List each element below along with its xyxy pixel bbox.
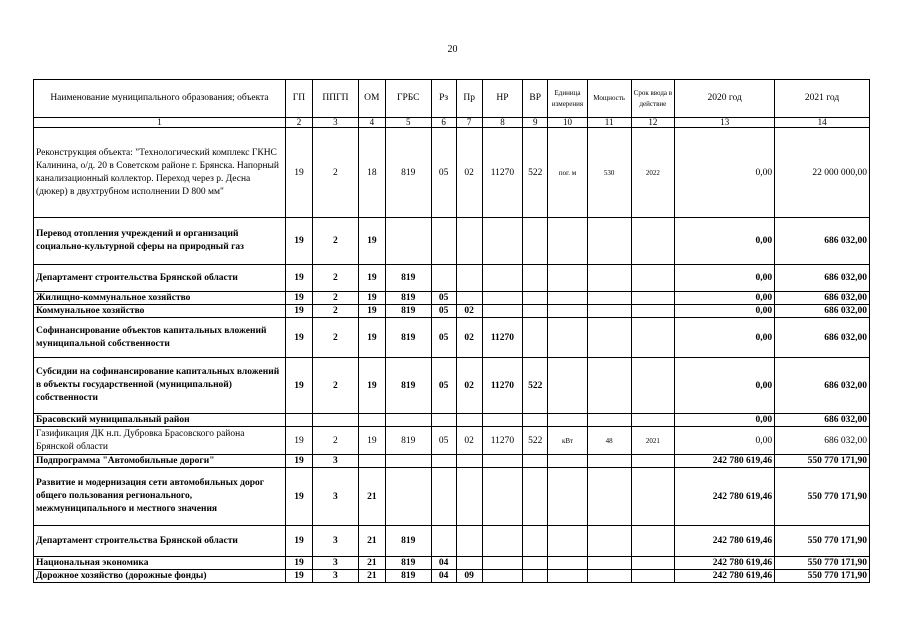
cell-vr — [523, 218, 548, 265]
cell-gp: 19 — [285, 526, 312, 557]
cell-vr — [523, 292, 548, 305]
table-row — [34, 318, 870, 358]
cell-2021: 686 032,00 — [775, 358, 870, 414]
cell-rz: 05 — [431, 427, 456, 455]
cell-vr — [523, 414, 548, 427]
cell-nr — [482, 526, 523, 557]
cell-power — [587, 292, 631, 305]
row-name: Софинансирование объектов капитальных вложений муниципальной собственности — [34, 318, 286, 358]
column-number: 1 — [34, 118, 286, 128]
cell-ppgp: 3 — [313, 557, 359, 570]
cell-grbs — [385, 455, 431, 468]
cell-power — [587, 526, 631, 557]
column-number: 14 — [775, 118, 870, 128]
table-row — [34, 455, 870, 468]
cell-2020: 0,00 — [675, 427, 775, 455]
cell-rz — [431, 455, 456, 468]
page-number: 20 — [447, 44, 458, 55]
column-number: 6 — [431, 118, 456, 128]
cell-ppgp: 2 — [313, 427, 359, 455]
cell-unit: пог. м — [548, 128, 588, 218]
cell-2021: 550 770 171,90 — [775, 557, 870, 570]
cell-2021: 686 032,00 — [775, 305, 870, 318]
cell-2020: 0,00 — [675, 218, 775, 265]
column-number: 10 — [548, 118, 588, 128]
cell-power — [587, 318, 631, 358]
cell-term — [631, 414, 675, 427]
row-name: Развитие и модернизация сети автомобильных дорог общего пользования регионального, межмуниципального и местного значения — [34, 468, 286, 526]
cell-term — [631, 358, 675, 414]
cell-nr — [482, 455, 523, 468]
cell-om: 19 — [358, 318, 385, 358]
cell-unit — [548, 318, 588, 358]
cell-ppgp: 2 — [313, 305, 359, 318]
cell-rz: 05 — [431, 318, 456, 358]
table-row — [34, 128, 870, 218]
cell-2020: 242 780 619,46 — [675, 526, 775, 557]
header-unit: Единица измерения — [548, 80, 588, 118]
cell-gp: 19 — [285, 570, 312, 583]
cell-vr — [523, 570, 548, 583]
cell-2021: 686 032,00 — [775, 292, 870, 305]
cell-2020: 242 780 619,46 — [675, 468, 775, 526]
cell-rz — [431, 468, 456, 526]
cell-power: 530 — [587, 128, 631, 218]
cell-rz — [431, 265, 456, 292]
cell-power — [587, 455, 631, 468]
header-pr: Пр — [456, 80, 482, 118]
column-number-row — [34, 118, 870, 128]
cell-gp — [285, 414, 312, 427]
cell-2020: 0,00 — [675, 358, 775, 414]
cell-power — [587, 218, 631, 265]
cell-2020: 0,00 — [675, 128, 775, 218]
row-name: Департамент строительства Брянской области — [34, 526, 286, 557]
cell-term — [631, 526, 675, 557]
cell-2021: 686 032,00 — [775, 218, 870, 265]
column-number: 9 — [523, 118, 548, 128]
column-number: 7 — [456, 118, 482, 128]
cell-vr — [523, 318, 548, 358]
row-name: Брасовский муниципальный район — [34, 414, 286, 427]
cell-rz — [431, 414, 456, 427]
cell-term — [631, 318, 675, 358]
cell-pr — [456, 218, 482, 265]
cell-rz: 05 — [431, 358, 456, 414]
cell-grbs: 819 — [385, 358, 431, 414]
cell-power — [587, 358, 631, 414]
cell-pr — [456, 414, 482, 427]
table-row — [34, 570, 870, 583]
cell-om: 21 — [358, 526, 385, 557]
cell-unit — [548, 557, 588, 570]
cell-grbs — [385, 468, 431, 526]
cell-term — [631, 292, 675, 305]
cell-term — [631, 218, 675, 265]
cell-term — [631, 455, 675, 468]
cell-power — [587, 305, 631, 318]
cell-term — [631, 265, 675, 292]
cell-pr: 02 — [456, 427, 482, 455]
table-row — [34, 218, 870, 265]
column-number: 5 — [385, 118, 431, 128]
cell-unit: кВт — [548, 427, 588, 455]
cell-2021: 686 032,00 — [775, 414, 870, 427]
cell-gp: 19 — [285, 318, 312, 358]
cell-gp: 19 — [285, 305, 312, 318]
table-row — [34, 265, 870, 292]
cell-nr — [482, 468, 523, 526]
cell-gp: 19 — [285, 358, 312, 414]
cell-unit — [548, 455, 588, 468]
cell-gp: 19 — [285, 427, 312, 455]
cell-nr — [482, 218, 523, 265]
cell-unit — [548, 292, 588, 305]
cell-vr — [523, 265, 548, 292]
cell-unit — [548, 358, 588, 414]
column-number: 4 — [358, 118, 385, 128]
cell-gp: 19 — [285, 557, 312, 570]
cell-power — [587, 265, 631, 292]
cell-vr — [523, 557, 548, 570]
cell-pr — [456, 265, 482, 292]
cell-grbs: 819 — [385, 427, 431, 455]
cell-2021: 550 770 171,90 — [775, 455, 870, 468]
cell-vr: 522 — [523, 427, 548, 455]
cell-ppgp: 2 — [313, 358, 359, 414]
cell-gp: 19 — [285, 265, 312, 292]
cell-pr: 02 — [456, 318, 482, 358]
header-gp: ГП — [285, 80, 312, 118]
cell-term — [631, 468, 675, 526]
cell-term: 2021 — [631, 427, 675, 455]
row-name: Перевод отопления учреждений и организаций социально-культурной сферы на природный газ — [34, 218, 286, 265]
cell-ppgp: 3 — [313, 570, 359, 583]
header-om: ОМ — [358, 80, 385, 118]
cell-grbs: 819 — [385, 305, 431, 318]
column-number: 12 — [631, 118, 675, 128]
cell-nr: 11270 — [482, 427, 523, 455]
row-name: Подпрограмма "Автомобильные дороги" — [34, 455, 286, 468]
column-number: 8 — [482, 118, 523, 128]
cell-vr — [523, 305, 548, 318]
column-number: 11 — [587, 118, 631, 128]
cell-ppgp: 3 — [313, 526, 359, 557]
cell-grbs: 819 — [385, 570, 431, 583]
column-number: 2 — [285, 118, 312, 128]
cell-2021: 686 032,00 — [775, 427, 870, 455]
cell-om: 21 — [358, 468, 385, 526]
cell-power — [587, 414, 631, 427]
cell-nr — [482, 414, 523, 427]
cell-gp: 19 — [285, 292, 312, 305]
cell-unit — [548, 526, 588, 557]
cell-rz — [431, 526, 456, 557]
column-number: 3 — [313, 118, 359, 128]
table-row — [34, 358, 870, 414]
table-row — [34, 468, 870, 526]
cell-om: 19 — [358, 292, 385, 305]
cell-rz: 05 — [431, 292, 456, 305]
cell-ppgp — [313, 414, 359, 427]
cell-power — [587, 468, 631, 526]
cell-rz: 05 — [431, 305, 456, 318]
cell-grbs: 819 — [385, 265, 431, 292]
cell-nr — [482, 265, 523, 292]
cell-unit — [548, 570, 588, 583]
header-name: Наименование муниципального образования; объекта — [34, 80, 286, 118]
cell-om: 21 — [358, 557, 385, 570]
cell-unit — [548, 305, 588, 318]
cell-ppgp: 2 — [313, 218, 359, 265]
cell-grbs: 819 — [385, 526, 431, 557]
cell-ppgp: 2 — [313, 128, 359, 218]
cell-2020: 0,00 — [675, 292, 775, 305]
cell-nr — [482, 305, 523, 318]
row-name: Газификация ДК н.п. Дубровка Брасовского района Брянской области — [34, 427, 286, 455]
cell-ppgp: 2 — [313, 265, 359, 292]
cell-nr — [482, 557, 523, 570]
cell-2020: 0,00 — [675, 414, 775, 427]
row-name: Жилищно-коммунальное хозяйство — [34, 292, 286, 305]
cell-pr: 02 — [456, 305, 482, 318]
cell-ppgp: 3 — [313, 455, 359, 468]
cell-pr — [456, 468, 482, 526]
cell-ppgp: 2 — [313, 292, 359, 305]
cell-nr — [482, 570, 523, 583]
column-number: 13 — [675, 118, 775, 128]
cell-ppgp: 3 — [313, 468, 359, 526]
cell-nr — [482, 292, 523, 305]
cell-vr: 522 — [523, 358, 548, 414]
cell-2020: 242 780 619,46 — [675, 455, 775, 468]
row-name: Департамент строительства Брянской области — [34, 265, 286, 292]
cell-nr: 11270 — [482, 358, 523, 414]
cell-pr — [456, 292, 482, 305]
cell-vr — [523, 455, 548, 468]
cell-pr — [456, 557, 482, 570]
cell-ppgp: 2 — [313, 318, 359, 358]
cell-2020: 242 780 619,46 — [675, 570, 775, 583]
cell-unit — [548, 265, 588, 292]
cell-pr — [456, 455, 482, 468]
cell-grbs: 819 — [385, 292, 431, 305]
row-name: Национальная экономика — [34, 557, 286, 570]
table-row — [34, 292, 870, 305]
header-2020: 2020 год — [675, 80, 775, 118]
cell-unit — [548, 218, 588, 265]
cell-om: 19 — [358, 218, 385, 265]
cell-rz — [431, 218, 456, 265]
cell-grbs — [385, 218, 431, 265]
cell-2021: 686 032,00 — [775, 265, 870, 292]
cell-2021: 550 770 171,90 — [775, 570, 870, 583]
cell-unit — [548, 468, 588, 526]
cell-2021: 686 032,00 — [775, 318, 870, 358]
cell-term — [631, 305, 675, 318]
cell-2021: 550 770 171,90 — [775, 526, 870, 557]
cell-unit — [548, 414, 588, 427]
header-ppgp: ППГП — [313, 80, 359, 118]
cell-2020: 0,00 — [675, 305, 775, 318]
table-row — [34, 557, 870, 570]
cell-om: 19 — [358, 305, 385, 318]
row-name: Реконструкция объекта: "Технологический комплекс ГКНС Калинина, о/д. 20 в Советском районе г. Брянска. Напорный канализационный коллектор. Переход через р. Десна (дюкер) в двухтрубном исполнении D 800 мм" — [34, 128, 286, 218]
header-term: Срок ввода в действие — [631, 80, 675, 118]
row-name: Коммунальное хозяйство — [34, 305, 286, 318]
row-name: Субсидии на софинансирование капитальных вложений в объекты государственной (муниципальной) собственности — [34, 358, 286, 414]
cell-power — [587, 557, 631, 570]
table-row — [34, 526, 870, 557]
cell-gp: 19 — [285, 455, 312, 468]
cell-vr — [523, 526, 548, 557]
cell-gp: 19 — [285, 128, 312, 218]
cell-power: 48 — [587, 427, 631, 455]
cell-grbs: 819 — [385, 128, 431, 218]
cell-om: 19 — [358, 427, 385, 455]
cell-om — [358, 414, 385, 427]
cell-2021: 22 000 000,00 — [775, 128, 870, 218]
cell-rz: 05 — [431, 128, 456, 218]
cell-2020: 0,00 — [675, 265, 775, 292]
cell-2021: 550 770 171,90 — [775, 468, 870, 526]
cell-nr: 11270 — [482, 128, 523, 218]
table-row — [34, 427, 870, 455]
header-rz: Рз — [431, 80, 456, 118]
header-grbs: ГРБС — [385, 80, 431, 118]
cell-nr: 11270 — [482, 318, 523, 358]
cell-vr: 522 — [523, 128, 548, 218]
cell-vr — [523, 468, 548, 526]
cell-om: 18 — [358, 128, 385, 218]
cell-om: 19 — [358, 265, 385, 292]
cell-pr: 09 — [456, 570, 482, 583]
cell-2020: 0,00 — [675, 318, 775, 358]
cell-om: 21 — [358, 570, 385, 583]
cell-pr — [456, 526, 482, 557]
budget-table — [33, 79, 870, 583]
cell-gp: 19 — [285, 468, 312, 526]
row-name: Дорожное хозяйство (дорожные фонды) — [34, 570, 286, 583]
cell-om: 19 — [358, 358, 385, 414]
table-row — [34, 414, 870, 427]
header-2021: 2021 год — [775, 80, 870, 118]
cell-grbs — [385, 414, 431, 427]
cell-om — [358, 455, 385, 468]
cell-grbs: 819 — [385, 557, 431, 570]
cell-rz: 04 — [431, 557, 456, 570]
table-row — [34, 305, 870, 318]
cell-pr: 02 — [456, 358, 482, 414]
cell-power — [587, 570, 631, 583]
cell-grbs: 819 — [385, 318, 431, 358]
header-power: Мощность — [587, 80, 631, 118]
cell-gp: 19 — [285, 218, 312, 265]
cell-pr: 02 — [456, 128, 482, 218]
cell-term: 2022 — [631, 128, 675, 218]
cell-term — [631, 570, 675, 583]
cell-2020: 242 780 619,46 — [675, 557, 775, 570]
header-vr: ВР — [523, 80, 548, 118]
cell-rz: 04 — [431, 570, 456, 583]
table-header-row — [34, 80, 870, 118]
cell-term — [631, 557, 675, 570]
header-nr: НР — [482, 80, 523, 118]
